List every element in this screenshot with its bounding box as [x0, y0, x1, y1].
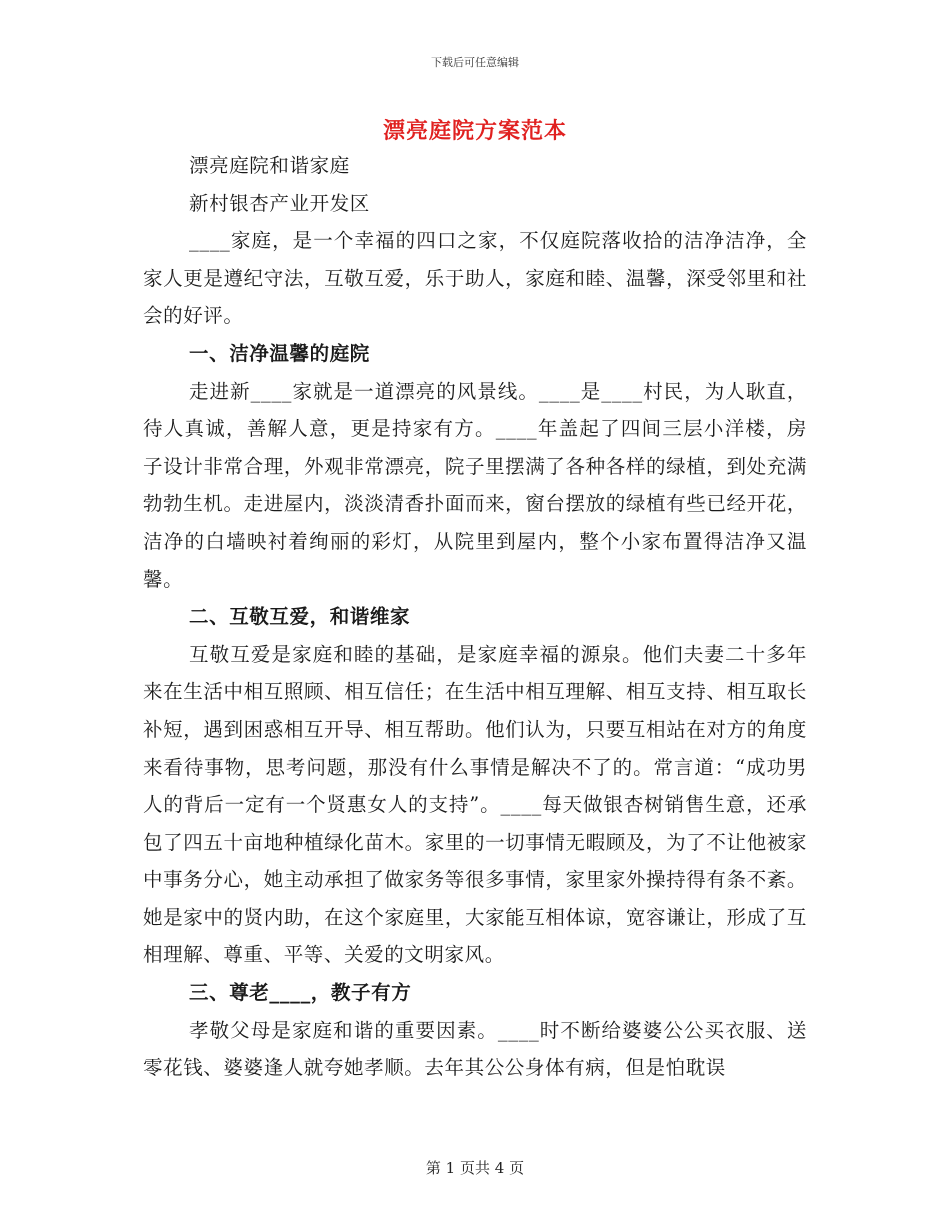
section-heading-2: 二、互敬互爱，和谐维家	[189, 605, 411, 629]
location-line: 新村银杏产业开发区	[189, 191, 370, 215]
document-title: 漂亮庭院方案范本	[382, 118, 567, 144]
page-number-footer: 第 1 页共 4 页	[425, 1159, 525, 1177]
document-body	[143, 147, 807, 1087]
section-2-paragraph: 互敬互爱是家庭和睦的基础，是家庭幸福的源泉。他们夫妻二十多年来在生活中相互照顾、相互信任；在生活中相互理解、相互支持、相互取长补短，遇到困惑相互开导、相互帮助。他们认为，只要互相站在对方的角度来看待事物，思考问题，那没有什么事情是解决不了的。常言道：“成功男人的背后一定有一个贤惠女人的支持”。____每天做银杏树销售生意，还承包了四五十亩地种植绿化苗木。家里的一切事情无暇顾及，为了不让他被家中事务分心，她主动承担了做家务等很多事情，家里家外操持得有条不紊。她是家中的贤内助，在这个家庭里，大家能互相体谅，宽容谦让，形成了互相理解、尊重、平等、关爱的文明家风。	[143, 642, 807, 967]
page-header-note: 下载后可任意编辑	[431, 56, 519, 69]
section-heading-3: 三、尊老____，教子有方	[189, 981, 412, 1005]
subtitle-line: 漂亮庭院和谐家庭	[189, 154, 350, 177]
section-1-paragraph: 走进新____家就是一道漂亮的风景线。____是____村民，为人耿直，待人真诚，善解人意，更是持家有方。____年盖起了四间三层小洋楼，房子设计非常合理，外观非常漂亮，院子里摆满了各种各样的绿植，到处充满勃勃生机。走进屋内，淡淡清香扑面而来，窗台摆放的绿植有些已经开花，洁净的白墙映衬着绚丽的彩灯，从院里到屋内，整个小家布置得洁净又温馨。	[143, 379, 807, 591]
intro-paragraph: ____家庭，是一个幸福的四口之家，不仅庭院落收拾的洁净洁净，全家人更是遵纪守法，互敬互爱，乐于助人，家庭和睦、温馨，深受邻里和社会的好评。	[143, 229, 807, 328]
section-heading-1: 一、洁净温馨的庭院	[189, 341, 370, 365]
section-3-paragraph: 孝敬父母是家庭和谐的重要因素。____时不断给婆婆公公买衣服、送零花钱、婆婆逢人就夸她孝顺。去年其公公身体有病，但是怕耽误	[143, 1018, 807, 1080]
